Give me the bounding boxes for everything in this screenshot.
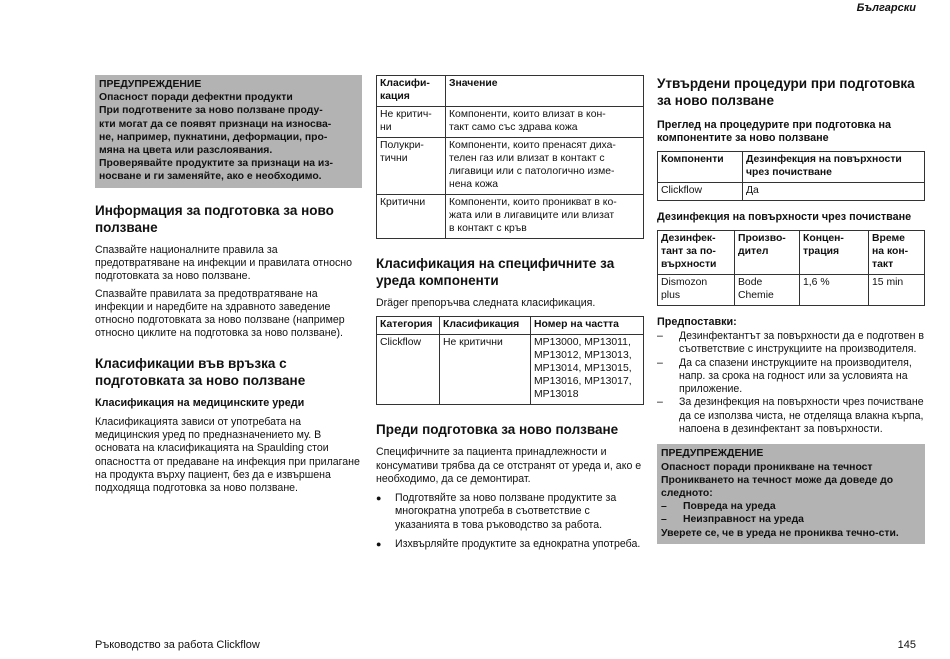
warning-line: кти могат да се появят признаци на износва- bbox=[99, 118, 332, 130]
disinfectant-table bbox=[657, 230, 925, 306]
table-header: Класификация bbox=[440, 317, 531, 335]
classification-heading: Класификации във връзка с подготовката за ново ползване bbox=[95, 355, 306, 388]
prerequisites-label: Предпоставки: bbox=[657, 316, 737, 328]
table-cell: Clickflow bbox=[377, 335, 440, 405]
warning-box-liquid bbox=[657, 444, 925, 543]
warning-line: мяна на цвета или разслоявания. bbox=[99, 145, 273, 157]
table-cell: Критични bbox=[377, 195, 446, 239]
table-cell: Да bbox=[743, 183, 925, 201]
classification-paragraph: Класификацията зависи от употребата на медицинския уред по предназначението му. В основата на класификацията на Spaulding стои опасността от предаване на инфекция при прилагане на продукта върху пациент, без да е извършена подходяща подготовка за ново ползване. bbox=[95, 415, 360, 495]
overview-subheading: Преглед на процедурите при подготовка на компонентите за ново ползване bbox=[657, 119, 891, 144]
list-item: – Неизправност на уреда bbox=[661, 513, 921, 526]
table-cell: Bode Chemie bbox=[735, 275, 800, 306]
validated-procedures-heading: Утвърдени процедури при подготовка за ново ползване bbox=[657, 76, 915, 108]
table-row bbox=[377, 138, 644, 195]
table-cell: Не критич- ни bbox=[377, 107, 446, 138]
table-cell: Полукри- тични bbox=[377, 138, 446, 195]
warning-line: Опасност поради дефектни продукти bbox=[99, 92, 293, 104]
column-left bbox=[95, 75, 362, 499]
table-header: Номер на частта bbox=[531, 317, 644, 335]
table-cell: 1,6 % bbox=[800, 275, 869, 306]
list-item: ● Подготвяйте за ново ползване продуктите за многократна употреба в съответствие с указанията в това ръководство за работа. bbox=[376, 492, 644, 532]
table-cell: Не критични bbox=[440, 335, 531, 405]
table-header: Произво- дител bbox=[735, 231, 800, 275]
warning-line: Опасност поради проникване на течност bbox=[661, 461, 873, 473]
table-cell: MP13000, MP13011, MP13012, MP13013, MP13014, MP13015, MP13016, MP13017, MP13018 bbox=[531, 335, 644, 405]
list-item: – За дезинфекция на повърхности чрез почистване да се използва чиста, не отделяща влакна кърпа, напоена в дезинфектант за повърхности. bbox=[657, 396, 925, 436]
table-cell: Компоненти, които влизат в кон- такт само със здрава кожа bbox=[446, 107, 644, 138]
warning-title: ПРЕДУПРЕЖДЕНИЕ bbox=[99, 79, 202, 90]
list-item: – Повреда на уреда bbox=[661, 500, 921, 513]
bullet-list bbox=[376, 492, 644, 551]
medical-device-classification-subheading: Класификация на медицинските уреди bbox=[95, 396, 305, 409]
table-row bbox=[658, 183, 925, 201]
components-table bbox=[376, 316, 644, 405]
table-header: Време на кон- такт bbox=[869, 231, 925, 275]
list-item: ● Изхвърляйте продуктите за еднократна употреба. bbox=[376, 538, 644, 551]
warning-line: Проверявайте продуктите за признаци на из- bbox=[99, 158, 333, 170]
warning-line: При подготвените за ново ползване проду- bbox=[99, 105, 323, 117]
table-cell: 15 min bbox=[869, 275, 925, 306]
table-row bbox=[658, 275, 925, 306]
table-cell: Компоненти, които пренасят диха- телен газ или влизат в контакт с лигавици или с патологично изме- нена кожа bbox=[446, 138, 644, 195]
column-middle bbox=[376, 75, 644, 557]
table-cell: Компоненти, които проникват в ко- жата или в лигавиците или влизат в контакт с кръв bbox=[446, 195, 644, 239]
table-header: Дезинфекция на повърхности чрез почистване bbox=[743, 152, 925, 183]
before-reprocessing-heading: Преди подготовка за ново ползване bbox=[376, 422, 619, 438]
warning-line: Уверете се, че в уреда не прониква течно-сти. bbox=[661, 527, 899, 539]
table-row bbox=[377, 335, 644, 405]
warning-box-defective bbox=[95, 75, 362, 188]
warning-line: Проникването на течност може да доведе до следното: bbox=[661, 474, 894, 499]
warning-line: не, например, пукнатини, деформации, про- bbox=[99, 131, 328, 143]
specific-components-paragraph: Dräger препоръчва следната класификация. bbox=[376, 297, 596, 309]
classification-table bbox=[376, 75, 644, 239]
table-row bbox=[377, 107, 644, 138]
table-row bbox=[377, 195, 644, 239]
prerequisites-list bbox=[657, 330, 925, 436]
language-label: Български bbox=[856, 2, 916, 14]
table-cell: Dismozon plus bbox=[658, 275, 735, 306]
before-reprocessing-paragraph: Специфичните за пациента принадлежности и консумативи трябва да се отстранят от уреда и, ако е необходимо, да се демонтират. bbox=[376, 446, 642, 485]
info-paragraph-1: Спазвайте националните правила за предотвратяване на инфекции и правилата относно подготовката за ново ползване. bbox=[95, 243, 353, 283]
list-item: – Дезинфектантът за повърхности да е подготвен в съответствие с инструкциите на производителя. bbox=[657, 330, 925, 357]
table-header: Дезинфек- тант за по- върхности bbox=[658, 231, 735, 275]
table-header: Компоненти bbox=[658, 152, 743, 183]
warning-title: ПРЕДУПРЕЖДЕНИЕ bbox=[661, 448, 764, 460]
list-item: – Да са спазени инструкциите на производителя, напр. за срока на годност или за условията на приложение. bbox=[657, 357, 925, 397]
table-header: Категория bbox=[377, 317, 440, 335]
surface-disinfection-subheading: Дезинфекция на повърхности чрез почистване bbox=[657, 211, 912, 223]
footer-manual-title: Ръководство за работа Clickflow bbox=[95, 639, 260, 651]
warning-line: носване и ги заменяйте, ако е необходимо. bbox=[99, 171, 322, 183]
table-header: Класифи- кация bbox=[377, 76, 446, 107]
page-number: 145 bbox=[897, 639, 916, 651]
info-paragraph-2: Спазвайте правилата за предотвратяване на инфекции и наредбите на здравното заведение относно подготовката за ново ползване (например относно циклите на подготовка за ново ползване). bbox=[95, 287, 345, 340]
specific-components-heading: Класификация на специфичните за уреда компоненти bbox=[376, 256, 615, 288]
warning-list bbox=[661, 500, 921, 526]
table-header: Значение bbox=[446, 76, 644, 107]
overview-table bbox=[657, 151, 925, 201]
table-header: Концен- трация bbox=[800, 231, 869, 275]
table-cell: Clickflow bbox=[658, 183, 743, 201]
info-heading: Информация за подготовка за ново ползване bbox=[95, 202, 334, 235]
column-right bbox=[657, 75, 925, 558]
